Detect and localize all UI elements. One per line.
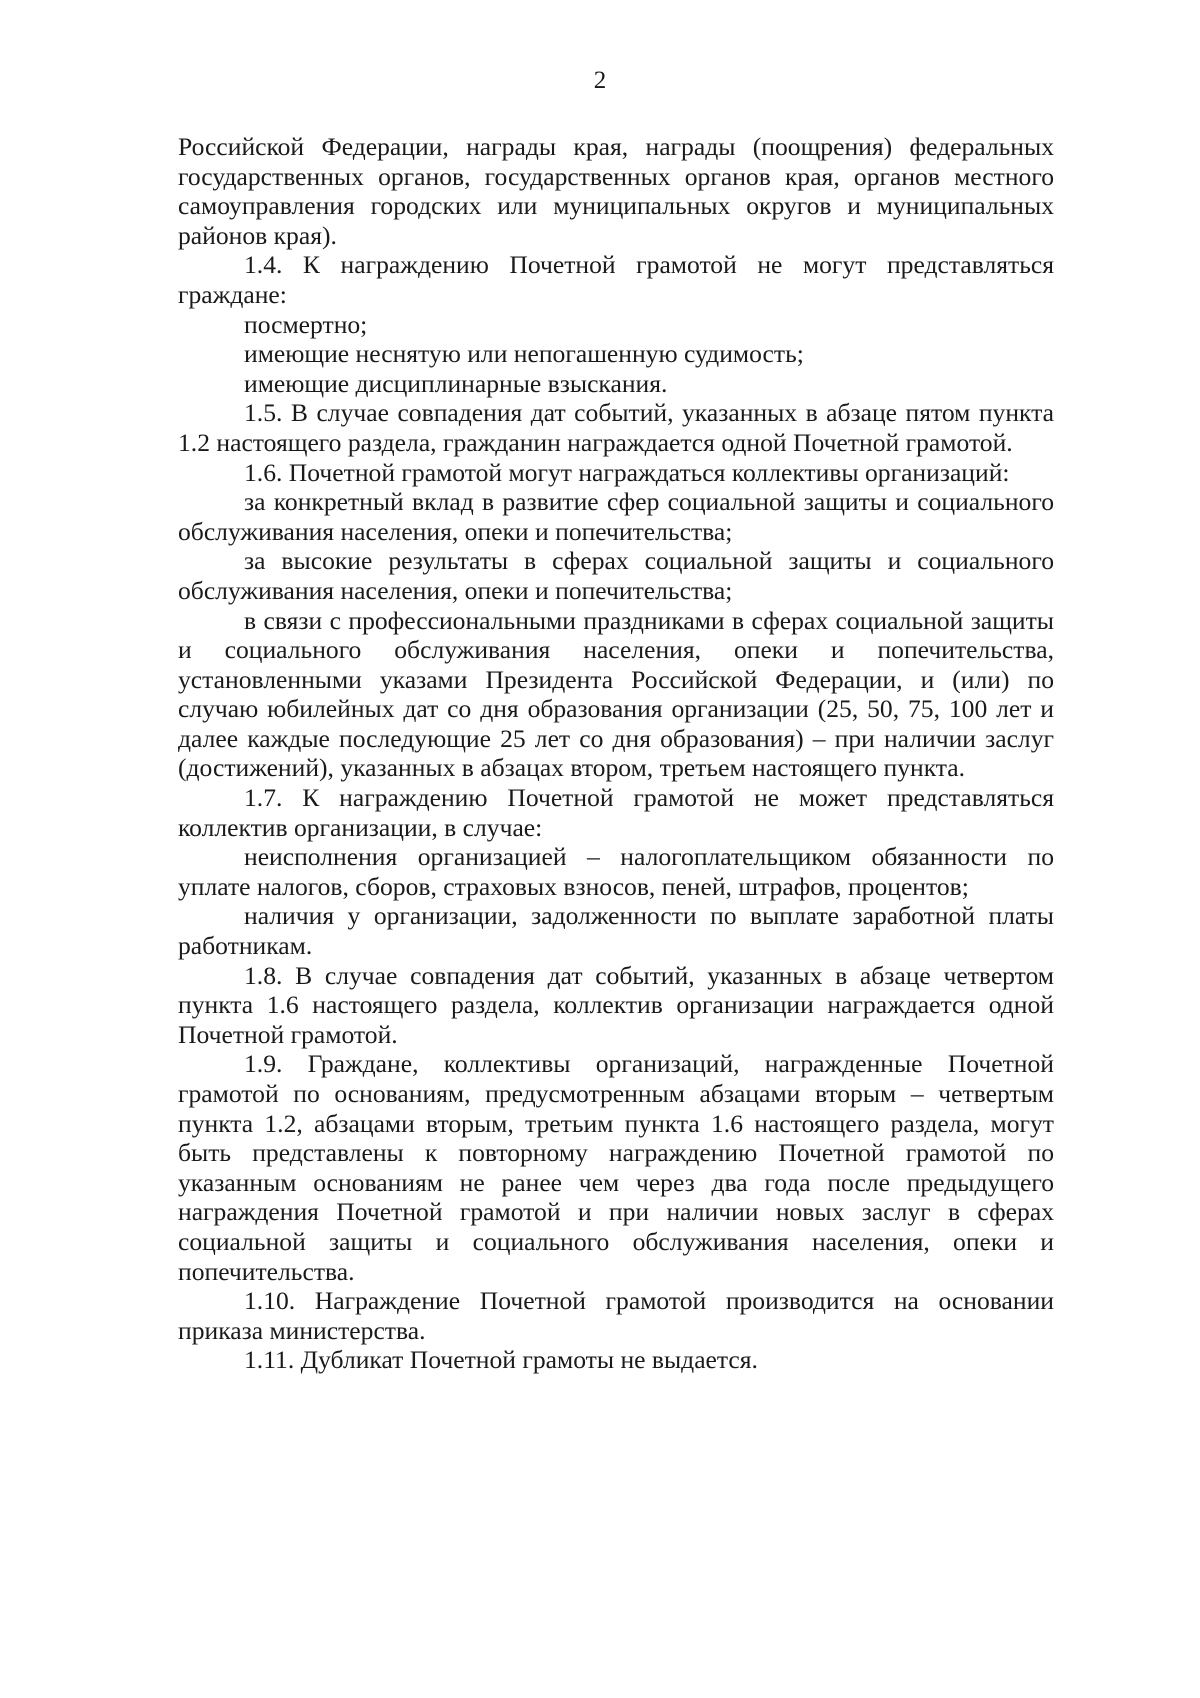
paragraph-1-11: 1.11. Дубликат Почетной грамоты не выдается. [244, 1345, 758, 1375]
document-body [178, 132, 1054, 1375]
paragraph-continuation: Российской Федерации, награды края, награды (поощрения) федеральных государственных органов, государственных органов края, органов местного самоуправления городских или муниципальных округов и муниципальных районов края). [178, 132, 1054, 250]
paragraph-1-7: 1.7. К награждению Почетной грамотой не может представляться коллектив организации, в случае: [178, 783, 1054, 842]
paragraph-1-9: 1.9. Граждане, коллективы организаций, награжденные Почетной грамотой по основаниям, предусмотренным абзацами вторым – четвертым пункта 1.2, абзацами вторым, третьим пункта 1.6 настоящего раздела, могут быть представлены к повторному награждению Почетной грамотой по указанным основаниям не ранее чем через два года после предыдущего награждения Почетной грамотой и при наличии новых заслуг в сферах социальной защиты и социального обслуживания населения, опеки и попечительства. [178, 1049, 1054, 1286]
list-item-wage-arrears: наличия у организации, задолженности по выплате заработной платы работникам. [178, 901, 1054, 961]
paragraph-1-10: 1.10. Награждение Почетной грамотой производится на основании приказа министерства. [178, 1286, 1054, 1345]
list-item-conviction: имеющие неснятую или непогашенную судимость; [244, 339, 804, 369]
list-item-posthumously: посмертно; [244, 309, 368, 339]
list-item-professional-holidays: в связи с профессиональными праздниками в сферах социальной защиты и социального обслуживания населения, опеки и попечительства, установленными указами Президента Российской Федерации, и (или) по случаю юбилейных дат со дня образования организации (25, 50, 75, 100 лет и далее каждые последующие 25 лет со дня образования) – при наличии заслуг (достижений), указанных в абзацах втором, третьем настоящего пункта. [178, 605, 1054, 783]
paragraph-1-4: 1.4. К награждению Почетной грамотой не могут представляться граждане: [178, 250, 1054, 309]
list-item-high-results: за высокие результаты в сферах социальной защиты и социального обслуживания населения, опеки и попечительства; [178, 546, 1054, 605]
paragraph-1-6: 1.6. Почетной грамотой могут награждаться коллективы организаций: [244, 457, 1010, 487]
paragraph-1-5: 1.5. В случае совпадения дат событий, указанных в абзаце пятом пункта 1.2 настоящего раздела, гражданин награждается одной Почетной грамотой. [178, 398, 1054, 457]
list-item-contribution: за конкретный вклад в развитие сфер социальной защиты и социального обслуживания населения, опеки и попечительства; [178, 487, 1054, 546]
list-item-tax-obligations: неисполнения организацией – налогоплательщиком обязанности по уплате налогов, сборов, страховых взносов, пеней, штрафов, процентов; [178, 842, 1054, 901]
page-number: 2 [593, 67, 607, 94]
paragraph-1-8: 1.8. В случае совпадения дат событий, указанных в абзаце четвертом пункта 1.6 настоящего раздела, коллектив организации награждается одной Почетной грамотой. [178, 960, 1054, 1049]
list-item-disciplinary: имеющие дисциплинарные взыскания. [244, 368, 668, 398]
